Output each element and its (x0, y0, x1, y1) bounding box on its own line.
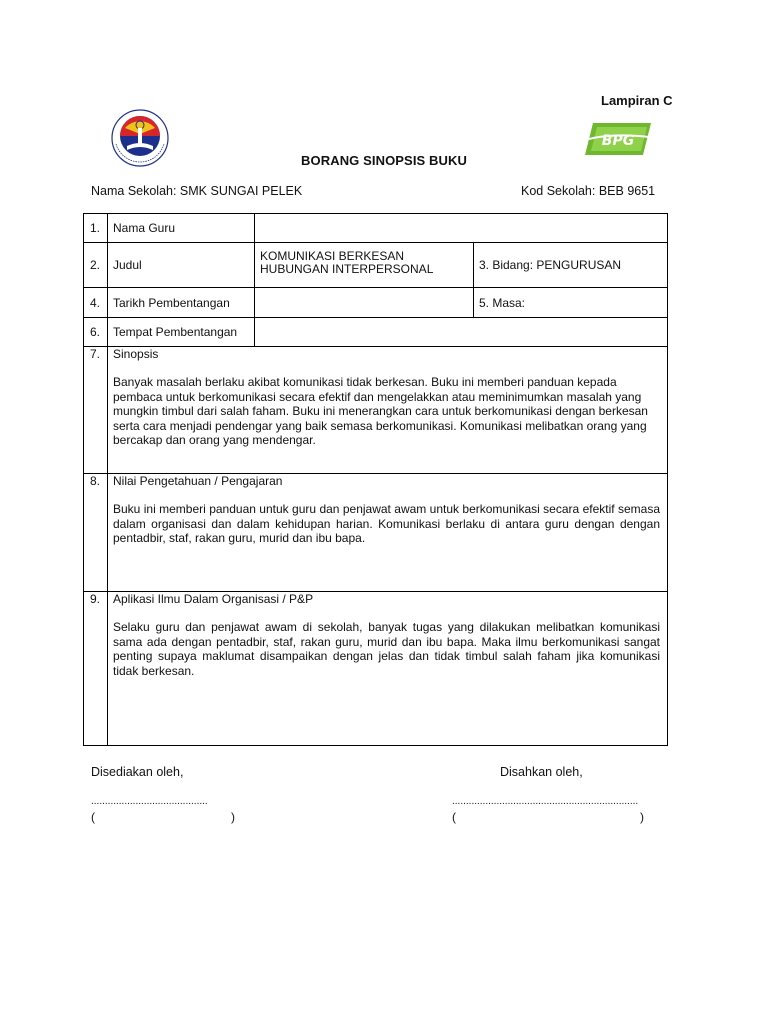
synopsis-text: Banyak masalah berlaku akibat komunikasi tidak berkesan. Buku ini memberi panduan kepada pembaca untuk berkomunikasi secara efektif dan mengelakkan atau meminimumkan masalah yang mungkin timbul dari salah faham. Buku ini menerangkan cara untuk berkomunikasi dengan berkesan serta cara menjadi pendengar yang baik semasa berkomunikasi. Komunikasi melibatkan orang yang bercakap dan orang yang mendengar. (113, 375, 648, 448)
bpg-logo-icon (583, 121, 653, 157)
row-number: 9. (84, 592, 108, 746)
field-label: Judul (108, 243, 255, 288)
prepared-signature-line[interactable]: .......................................... (91, 796, 208, 807)
presentation-place-field[interactable] (255, 318, 668, 347)
synopsis-form-table (83, 213, 668, 746)
row-number: 7. (84, 347, 108, 474)
approved-name-close-paren: ) (640, 810, 644, 824)
field-label: Nama Guru (108, 214, 255, 243)
table-row (84, 318, 668, 347)
field-bidang[interactable]: 3. Bidang: PENGURUSAN (474, 243, 668, 288)
row-number: 2. (84, 243, 108, 288)
field-label: Tempat Pembentangan (108, 318, 255, 347)
table-row (84, 347, 668, 474)
section-heading: Sinopsis (113, 347, 159, 361)
field-masa[interactable]: 5. Masa: (474, 288, 668, 318)
table-row (84, 243, 668, 288)
prepared-name-open-paren: ( (91, 810, 95, 824)
bpg-logo-text: BPG (601, 133, 635, 149)
table-row (84, 288, 668, 318)
form-title: BORANG SINOPSIS BUKU (301, 153, 467, 168)
application-section[interactable] (108, 592, 668, 746)
approved-signature-line[interactable]: ................................................................... (452, 796, 639, 807)
row-number: 6. (84, 318, 108, 347)
knowledge-value-text: Buku ini memberi panduan untuk guru dan penjawat awam untuk berkomunikasi secara efektif semasa dalam organisasi dan dalam kehidupan harian. Komunikasi berlaku di antara guru dengan dengan pentadbir, staf, rakan guru, murid dan ibu bapa. (113, 502, 660, 546)
approved-name-open-paren: ( (452, 810, 456, 824)
table-row (84, 474, 668, 592)
application-text: Selaku guru dan penjawat awam di sekolah, banyak tugas yang dilakukan melibatkan komunikasi sama ada dengan pentadbir, staf, rakan guru, murid dan ibu bapa. Maka ilmu berkomunikasi sangat penting supaya maklumat disampaikan dengan jelas dan tidak timbul salah faham jika komunikasi tidak berkesan. (113, 620, 660, 678)
table-row (84, 592, 668, 746)
teacher-name-field[interactable] (255, 214, 668, 243)
presentation-date-field[interactable] (255, 288, 474, 318)
field-label: Tarikh Pembentangan (108, 288, 255, 318)
school-code: Kod Sekolah: BEB 9651 (521, 184, 656, 198)
title-field[interactable] (255, 243, 474, 288)
appendix-label: Lampiran C (601, 93, 673, 108)
section-heading: Nilai Pengetahuan / Pengajaran (113, 474, 283, 488)
school-name: Nama Sekolah: SMK SUNGAI PELEK (91, 184, 303, 198)
section-heading: Aplikasi Ilmu Dalam Organisasi / P&P (113, 592, 314, 606)
synopsis-section[interactable] (108, 347, 668, 474)
prepared-name-close-paren: ) (231, 810, 235, 824)
row-number: 4. (84, 288, 108, 318)
approved-by-label: Disahkan oleh, (500, 765, 583, 779)
title-value: KOMUNIKASI BERKESAN HUBUNGAN INTERPERSONAL (260, 249, 434, 276)
row-number: 8. (84, 474, 108, 592)
table-row (84, 214, 668, 243)
prepared-by-label: Disediakan oleh, (91, 765, 184, 779)
row-number: 1. (84, 214, 108, 243)
knowledge-value-section[interactable] (108, 474, 668, 592)
